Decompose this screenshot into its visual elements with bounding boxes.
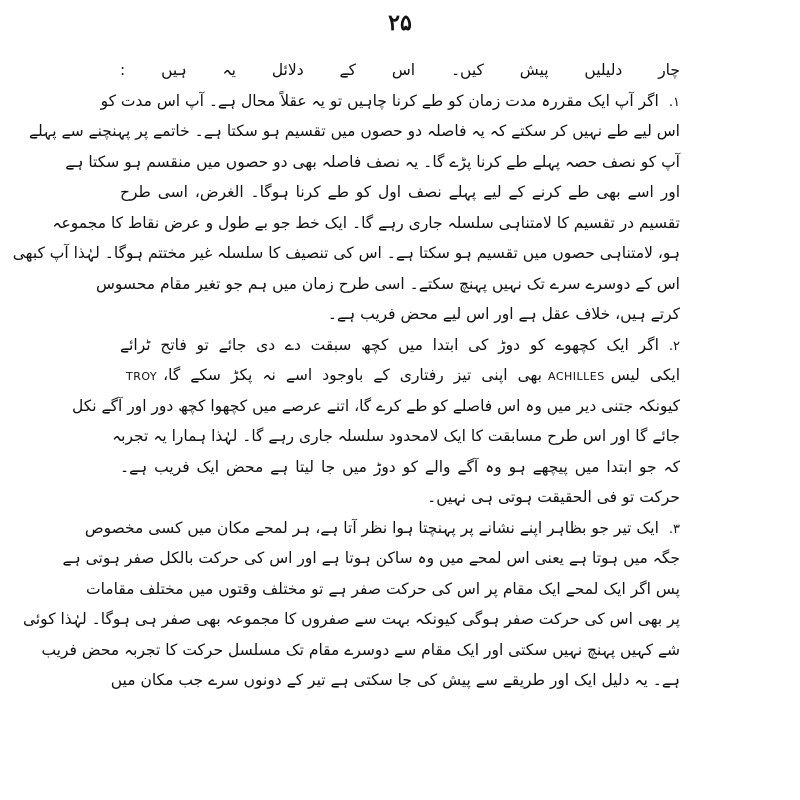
paragraph-number: ۱. — [668, 94, 680, 110]
page-text — [12, 55, 681, 696]
text-line: جائے گا اور اس طرح مسابقت کا ایک لامحدود سلسلہ جاری رہے گا۔ لہٰذا ہمارا یہ تجربہ — [112, 427, 680, 445]
text-line: پس اگر ایک لمحے ایک مقام پر اس کی حرکت صفر ہے تو مختلف وقتوں میں مختلف مقامات — [85, 579, 680, 598]
paragraph-number: ۲. — [668, 338, 680, 354]
text-line: چار دلیلیں پیش کیں۔ اس کے دلائل یہ ہیں : — [120, 61, 680, 79]
text-line: پر بھی اس کی حرکت صفر ہوگی کیونکہ بہت سے صفروں کا مجموعہ بھی صفر ہی ہوگا۔ لہٰذا کوئی — [22, 610, 680, 628]
text-line: اور اسے بھی طے کرنے کے لیے پہلے نصف اول کو طے کرنا ہوگا۔ الغرض، اسی طرح — [120, 183, 680, 201]
paragraph-number: ۳. — [668, 521, 680, 537]
page-number: ۲۵ — [388, 10, 412, 36]
text-line: حرکت تو فی الحقیقت ہوتی ہی نہیں۔ — [427, 488, 680, 506]
text-line: تقسیم در تقسیم کا لامتناہی سلسلہ جاری رہے گا۔ ایک خط جو بے طول و عرض نقاط کا مجموعہ — [52, 213, 680, 232]
text-line: ہو، لامتناہی حصوں میں تقسیم ہو سکتا ہے۔ اس کی تنصیف کا سلسلہ غیر مختتم ہوگا۔ لہٰذا آپ کبھی — [12, 244, 680, 262]
text-line: اس کے دوسرے سرے تک نہیں پہنچ سکتے۔ اسی طرح زمان میں ہم جو تغیر مقام محسوس — [96, 274, 680, 293]
text-line: کہ جو ابتدا میں پیچھے ہو وہ آگے والے کو دوڑ میں جا لیتا ہے محض ایک فریب ہے۔ — [120, 457, 680, 476]
text-line: آپ کو نصف حصہ پہلے طے کرنا پڑے گا۔ یہ نصف فاصلہ بھی دو حصوں میں منقسم ہو سکتا ہے — [65, 152, 680, 171]
text-line: ۱.اگر آپ ایک مقررہ مدت زمان کو طے کرنا چاہیں تو یہ عقلاً محال ہے۔ آپ اس مدت کو — [100, 91, 680, 110]
text-line: شے کہیں پہنچ نہیں سکتی اور ایک مقام سے دوسرے مقام تک مسلسل حرکت کا تجربہ محض فریب — [41, 640, 680, 659]
text-line: کیونکہ جتنی دیر میں وہ اس فاصلے کو طے کرے گا، اتنے عرصے میں کچھوا کچھ دور اور آگے نکل — [71, 396, 680, 415]
latin-word: ACHILLES — [547, 370, 605, 383]
text-line: ۲.اگر ایک کچھوے کو دوڑ کی ابتدا میں کچھ سبقت دے دی جائے تو فاتح ٹرائے — [120, 335, 680, 354]
text-line: ۳.ایک تیر جو بظاہر اپنے نشانے پر پہنچتا ہوا نظر آتا ہے، ہر لمحے مکان میں کسی مخصوص — [84, 518, 680, 537]
latin-word: TROY — [126, 370, 158, 383]
text-line: جگہ میں ہوتا ہے یعنی اس لمحے میں وہ ساکن ہوتا ہے اور اس کی حرکت بالکل صفر ہوتی ہے — [62, 549, 680, 567]
text-line: اس لیے طے نہیں کر سکتے کہ یہ فاصلہ دو حصوں میں تقسیم ہو سکتا ہے۔ خاتمے پر پہنچنے سے پہلے — [28, 122, 680, 140]
text-line: ہے۔ یہ دلیل ایک اور طریقے سے پیش کی جا سکتی ہے تیر کے دونوں سرے جب مکان میں — [110, 671, 680, 689]
text-line: کرتے ہیں، خلاف عقل ہے اور اس لیے محض فریب ہے۔ — [327, 305, 680, 323]
text-line: ایکی لیسACHILLESبھی اپنی تیز رفتاری کے باوجود اسے نہ پکڑ سکے گا،TROY — [120, 360, 680, 391]
